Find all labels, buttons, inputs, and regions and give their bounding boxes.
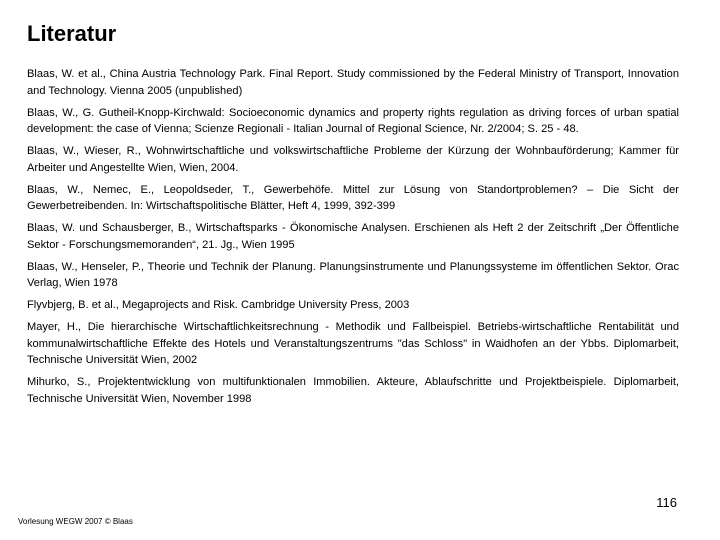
reference-item: Mayer, H., Die hierarchische Wirtschaftlichkeitsrechnung - Methodik und Fallbeispiel. Betriebs-wirtschaftliche Rentabilität und kommunalwirtschaftliche Effekte des Hotels und Veranstaltungszentrums "das Schloss" in Waidhofen an der Ybbs. Diplomarbeit, Technische Universität Wien, 2002: [27, 321, 679, 366]
reference-item: Blaas, W., Nemec, E., Leopoldseder, T., Gewerbehöfe. Mittel zur Lösung von Standortproblemen? – Die Sicht der Gewerbetreibenden. In: Wirtschaftspolitische Blätter, Heft 4, 1999, 392-399: [27, 183, 679, 212]
reference-item: Blaas, W., Wieser, R., Wohnwirtschaftliche und volkswirtschaftliche Probleme der Kürzung der Wohnbauförderung; Kammer für Arbeiter und Angestellte Wien, Wien, 2004.: [27, 145, 679, 174]
reference-item: Flyvbjerg, B. et al., Megaprojects and Risk. Cambridge University Press, 2003: [27, 299, 410, 311]
slide-title: Literatur: [27, 21, 117, 46]
footer-text: Vorlesung WEGW 2007 © Blaas: [18, 517, 133, 526]
reference-list: [27, 66, 679, 413]
reference-item: Blaas, W., G. Gutheil-Knopp-Kirchwald: Socioeconomic dynamics and property rights regulation as driving forces of urban spatial development: the case of Vienna; Scienze Regionali - Italian Journal of Regional Science, Nr. 2/2004; S. 25 - 48.: [27, 106, 679, 135]
reference-item: Mihurko, S., Projektentwicklung von multifunktionalen Immobilien. Akteure, Ablaufschritte und Projektbeispiele. Diplomarbeit, Technische Universität Wien, November 1998: [27, 376, 679, 405]
reference-item: Blaas, W. und Schausberger, B., Wirtschaftsparks - Ökonomische Analysen. Erschienen als Heft 2 der Zeitschrift „Der Öffentliche Sektor - Forschungsmemoranden“, 21. Jg., Wien 1995: [27, 222, 679, 251]
reference-item: Blaas, W. et al., China Austria Technology Park. Final Report. Study commissioned by the Federal Ministry of Transport, Innovation and Technology. Vienna 2005 (unpublished): [27, 68, 679, 97]
reference-item: Blaas, W., Henseler, P., Theorie und Technik der Planung. Planungsinstrumente und Planungssysteme im öffentlichen Sektor. Orac Verlag, Wien 1978: [27, 260, 679, 289]
page-number: 116: [656, 495, 677, 510]
